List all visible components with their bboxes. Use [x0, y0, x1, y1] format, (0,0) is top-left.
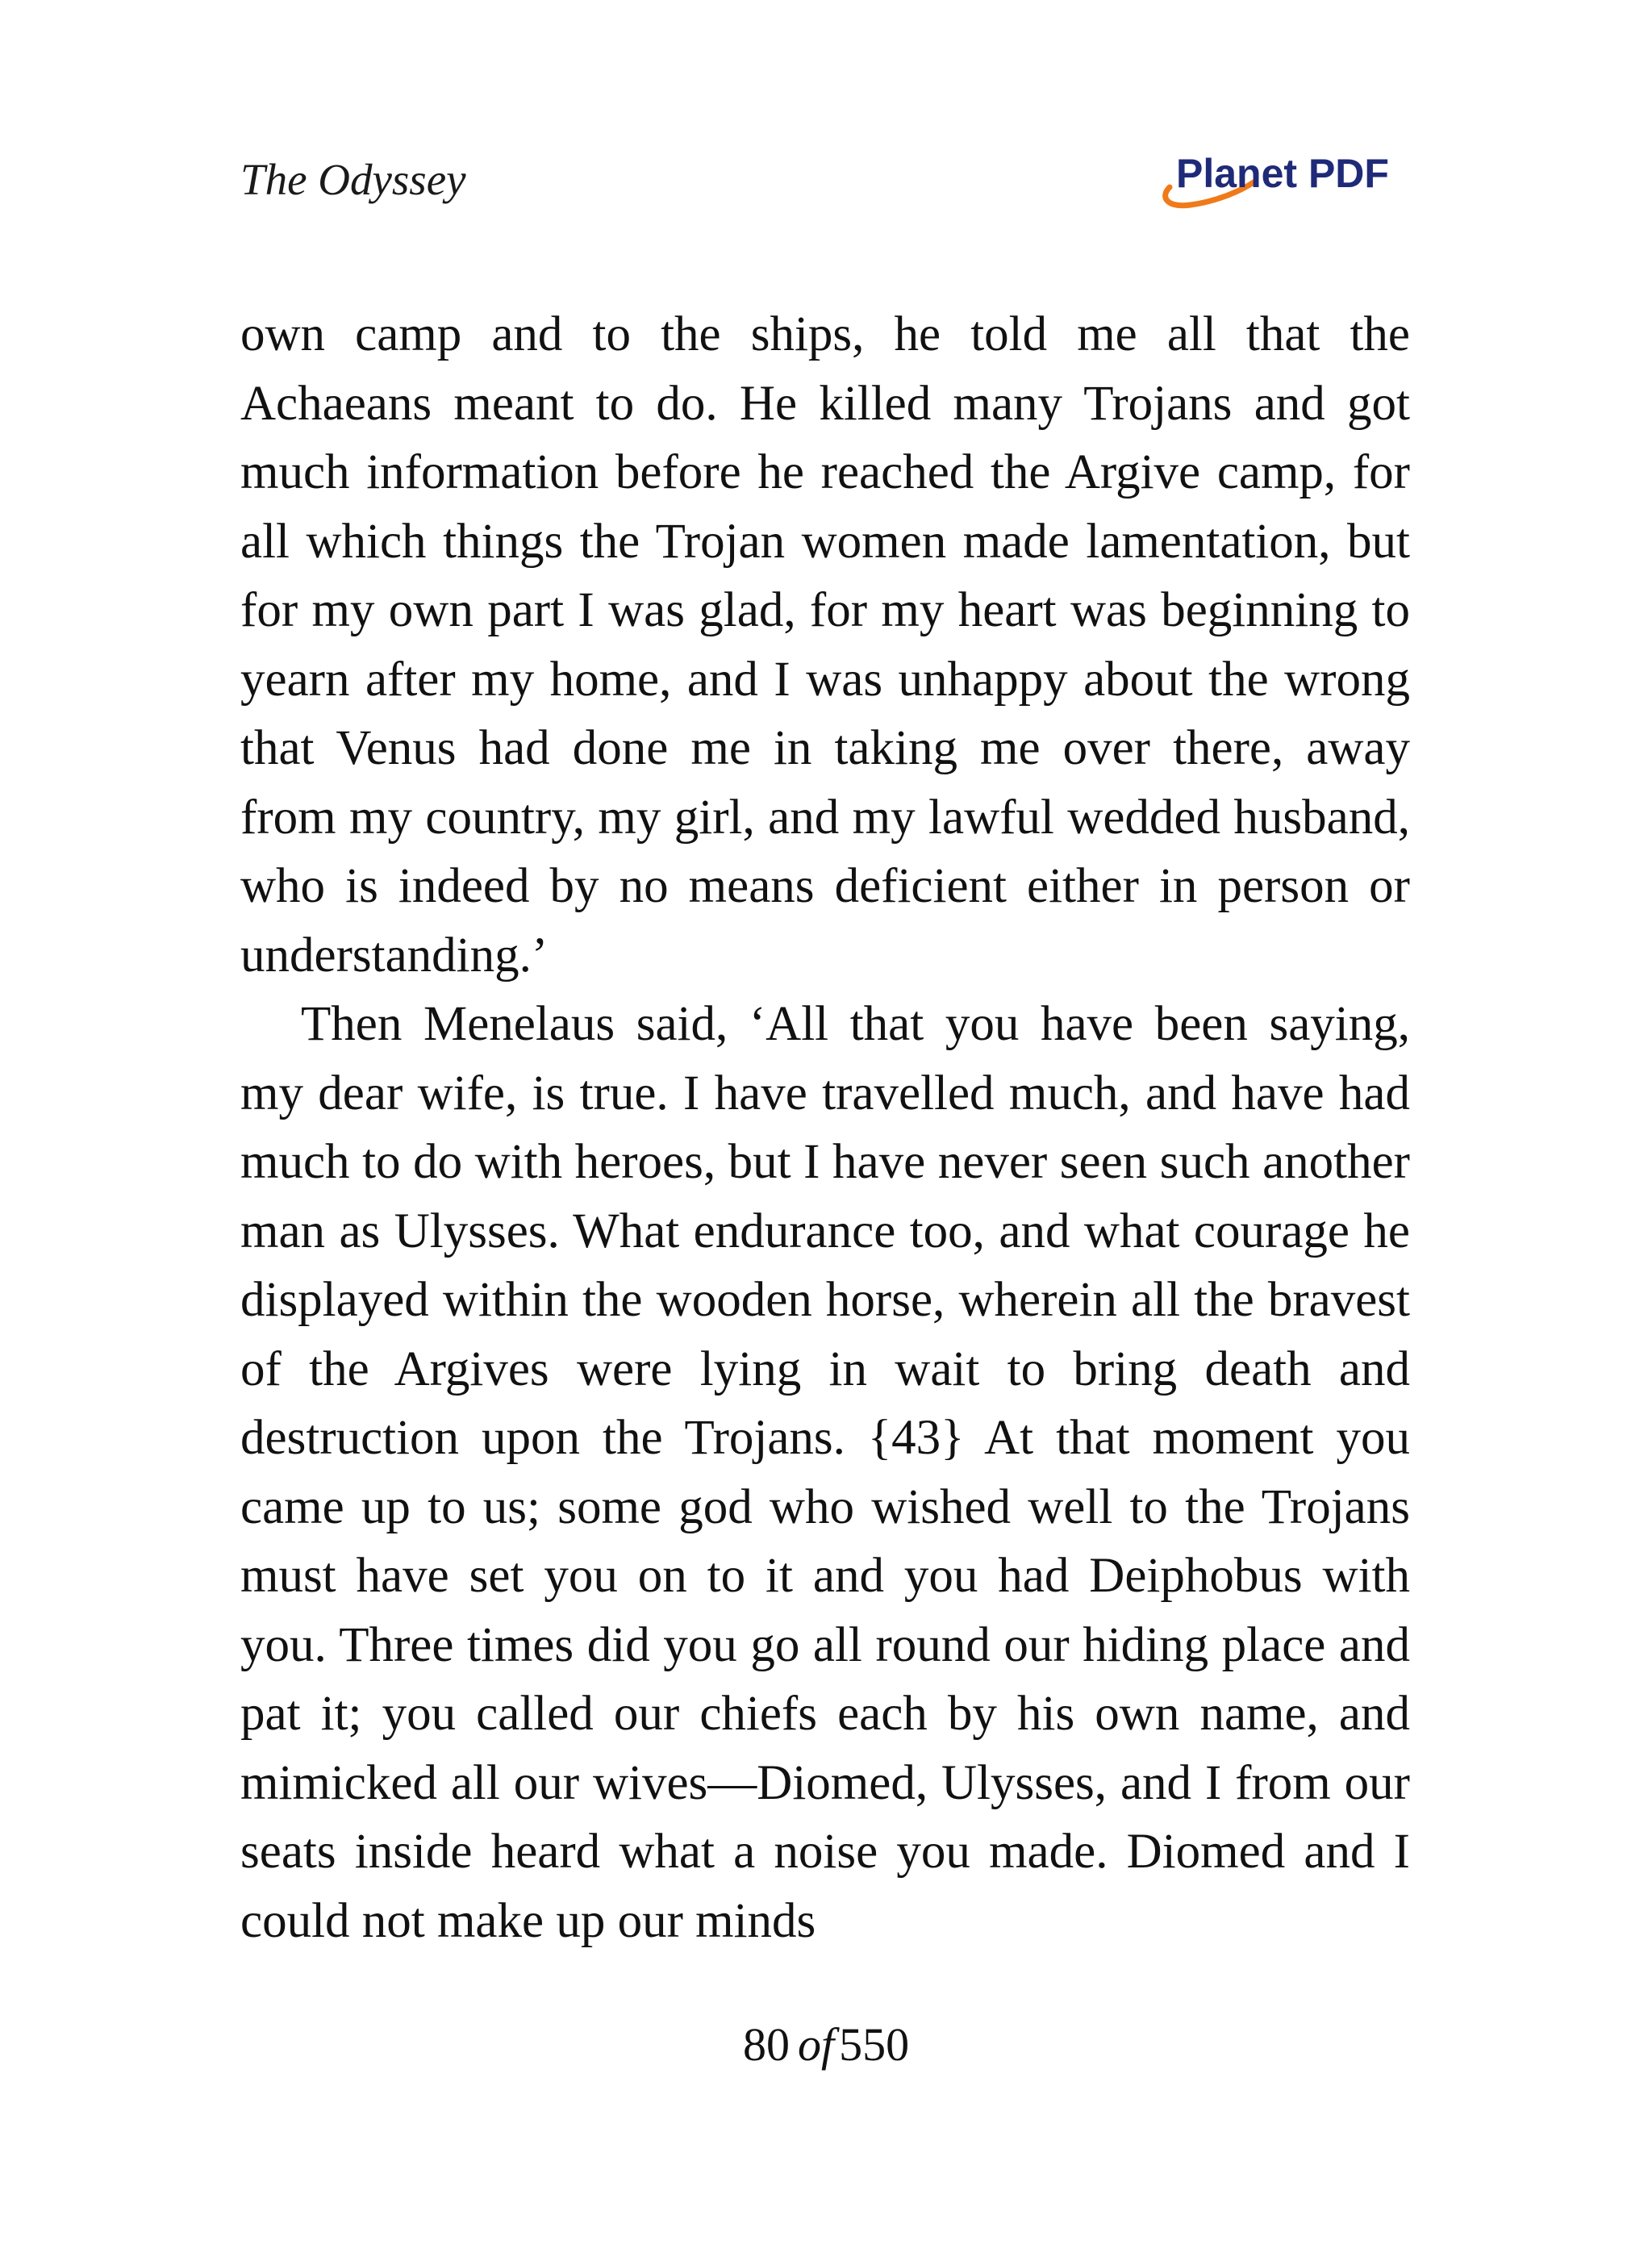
page-footer [0, 2013, 1652, 2077]
current-page-number: 80 [742, 2018, 790, 2071]
planet-pdf-logo [1152, 145, 1410, 218]
paragraph-continued: own camp and to the ships, he told me all that the Achaeans meant to do. He killed many Trojans and got much information before he reached the Argive camp, for all which things the Trojan women made lamentation, but for my own part I was glad, for my heart was beginning to yearn after my home, and I was unhappy about the wrong that Venus had done me in taking me over there, away from my country, my girl, and my lawful wedded husband, who is indeed by no means deficient either in person or understanding.’ [240, 307, 1410, 983]
svg-text:Planet PDF: Planet PDF [1176, 151, 1389, 196]
body-text [240, 300, 1410, 1955]
planet-pdf-logo-graphic [1152, 145, 1410, 218]
book-title: The Odyssey [240, 155, 466, 204]
paragraph-menelaus: Then Menelaus said, ‘All that you have been saying, my dear wife, is true. I have travelled much, and have had much to do with heroes, but I have never seen such another man as Ulysses. What endurance too, and what courage he displayed within the wooden horse, wherein all the bravest of the Argives were lying in wait to bring death and destruction upon the Trojans. {43} At that moment you came up to us; some god who wished well to the Trojans must have set you on to it and you had Deiphobus with you. Three times did you go all round our hiding place and pat it; you called our chiefs each by his own name, and mimicked all our wives—Diomed, Ulysses, and I from our seats inside heard what a noise you made. Diomed and I could not make up our minds [240, 997, 1410, 1948]
page-header [240, 145, 1410, 218]
total-pages: 550 [839, 2018, 910, 2071]
of-label: of [797, 2018, 835, 2071]
